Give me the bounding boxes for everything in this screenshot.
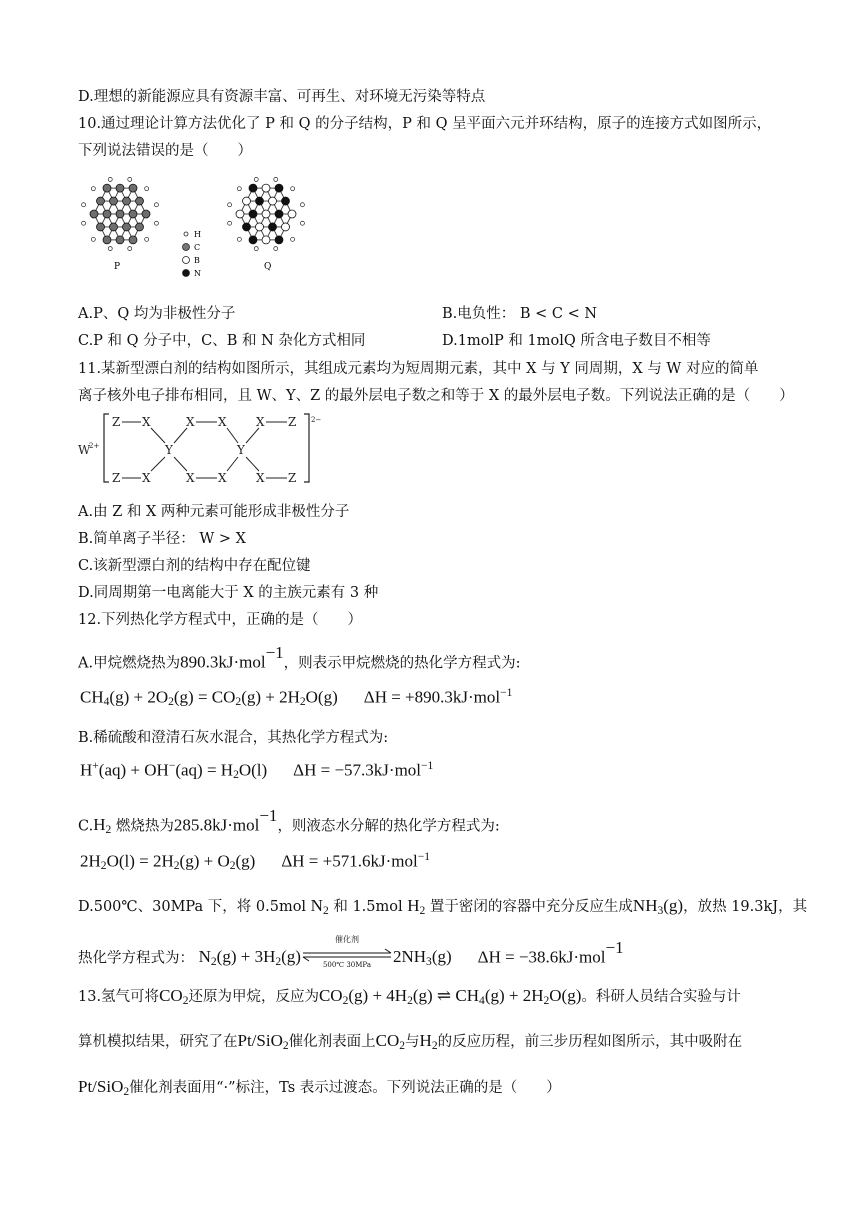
atom-node: [123, 197, 131, 205]
atom-node: [236, 210, 244, 218]
atom-node: [243, 223, 251, 231]
q10-option-b: B.电负性： B < C < N: [442, 306, 598, 322]
atom-node: [90, 210, 98, 218]
q13-stem-line3: Pt/SiO$_2$催化剂表面用“·”标注，Ts 表示过渡态。下列说法正确的是（ ）: [78, 1077, 561, 1098]
legend-b: B: [194, 256, 200, 265]
atom-node: [116, 236, 124, 244]
atom-node: [129, 236, 137, 244]
hydrogen-node: [82, 203, 86, 207]
q12-option-a: A.甲烷燃烧热为890.3kJ·mol$^{-1}$，则表示甲烷燃烧的热化学方程式为:: [78, 643, 521, 672]
atom-node: [142, 210, 150, 218]
hydrogen-node: [154, 203, 158, 207]
atom-node: [275, 184, 283, 192]
anion-charge: 2−: [311, 416, 322, 424]
atom-node: [103, 236, 111, 244]
equilibrium-arrow: 催化剂 500℃ 30MPa: [301, 944, 393, 966]
q11-option-a: A.由 Z 和 X 两种元素可能形成非极性分子: [78, 504, 350, 520]
q12-equation-a: $CH_4(g) + 2O_2(g) = CO_2(g) + 2H_2O(g) \Delta H = +890.3kJ\cdot mol^{-1}$: [80, 686, 513, 709]
atom-node: [282, 197, 290, 205]
q10-option-d: D.1molP 和 1molQ 所含电子数目不相等: [442, 333, 711, 349]
atom-x-bottom-3: X: [218, 471, 227, 485]
atom-node: [103, 210, 111, 218]
hydrogen-node: [145, 187, 149, 191]
legend-h-marker: [184, 232, 188, 236]
cation-w: W: [78, 443, 91, 457]
hydrogen-node: [108, 177, 112, 181]
q11-option-c: C.该新型漂白剂的结构中存在配位键: [78, 558, 311, 574]
hydrogen-node: [128, 177, 132, 181]
hydrogen-node: [128, 247, 132, 251]
legend: [183, 230, 202, 278]
molecule-q: [228, 177, 305, 250]
legend-h: H: [194, 230, 201, 239]
hydrogen-node: [237, 187, 241, 191]
q12-option-d-line2: 热化学方程式为： $N_2(g) + 3H_2(g)$ 催化剂 500℃ 30MPa $2NH_3(g) \Delta H = -38.6kJ\cdot mol^{-1}$: [78, 935, 624, 970]
atom-node: [136, 197, 144, 205]
q11-structure-figure: [76, 408, 326, 494]
atom-node: [282, 223, 290, 231]
q12-equation-c: $2H_2O(l) = 2H_2(g) + O_2(g) \Delta H = +571.6kJ\cdot mol^{-1}$: [80, 850, 430, 873]
q11-stem-line2: 离子核外电子排布相同，且 W、Y、Z 的最外层电子数之和等于 X 的最外层电子数。下列说法正确的是（ ）: [78, 388, 794, 404]
atom-node: [129, 184, 137, 192]
atom-node: [123, 223, 131, 231]
atom-z-top-left: Z: [112, 415, 121, 429]
legend-c-marker: [183, 244, 190, 251]
atom-node: [262, 236, 270, 244]
cation-charge: 2+: [89, 442, 100, 450]
atom-z-bottom-right: Z: [288, 471, 297, 485]
atom-x-top-3: X: [218, 415, 227, 429]
atom-node: [275, 210, 283, 218]
q12-option-b: B.稀硫酸和澄清石灰水混合，其热化学方程式为:: [78, 730, 389, 746]
atom-x-bottom-2: X: [186, 471, 195, 485]
atom-node: [243, 197, 251, 205]
atom-node: [249, 184, 257, 192]
hydrogen-node: [154, 221, 158, 225]
atom-z-bottom-left: Z: [112, 471, 121, 485]
atom-node: [110, 197, 118, 205]
bonds: [122, 422, 287, 478]
legend-n-marker: [183, 270, 190, 277]
atom-node: [249, 210, 257, 218]
q10-option-c: C.P 和 Q 分子中，C、B 和 N 杂化方式相同: [78, 333, 366, 349]
atom-node: [256, 223, 264, 231]
atom-node: [136, 223, 144, 231]
atom-node: [288, 210, 296, 218]
q12-option-d-line1: D.500℃、30MPa 下，将 0.5mol $N_2$ 和 1.5mol $H_2$ 置于密闭的容器中充分反应生成$NH_3(g)$，放热 19.3kJ，其: [78, 896, 808, 917]
hydrogen-node: [228, 203, 232, 207]
atom-y-right: Y: [237, 443, 245, 457]
legend-n: N: [194, 269, 201, 278]
atom-x-bottom-1: X: [142, 471, 151, 485]
legend-c: C: [194, 243, 201, 252]
hydrogen-node: [300, 203, 304, 207]
hydrogen-node: [82, 221, 86, 225]
atom-node: [110, 223, 118, 231]
atom-node: [262, 184, 270, 192]
hydrogen-node: [274, 177, 278, 181]
hydrogen-node: [237, 237, 241, 241]
q10-option-a: A.P、Q 均为非极性分子: [78, 306, 236, 322]
atom-y-left: Y: [165, 443, 173, 457]
q12-equation-b: $H^+(aq) + OH^-(aq) = H_2O(l) \Delta H = -57.3kJ\cdot mol^{-1}$: [80, 759, 434, 782]
atom-z-top-right: Z: [288, 415, 297, 429]
atom-node: [97, 197, 105, 205]
hydrogen-node: [300, 221, 304, 225]
atom-x-top-4: X: [256, 415, 265, 429]
label-p: P: [114, 262, 121, 272]
atom-x-top-2: X: [186, 415, 195, 429]
atom-node: [103, 184, 111, 192]
hydrogen-node: [145, 237, 149, 241]
atom-node: [97, 223, 105, 231]
q12-option-c: $C.H_2$ 燃烧热为285.8kJ·mol$^{-1}$，则液态水分解的热化学方程式为:: [78, 806, 500, 837]
q11-stem-line1: 11.某新型漂白剂的结构如图所示，其组成元素均为短周期元素，其中 X 与 Y 同周期，X 与 W 对应的简单: [78, 361, 759, 377]
atom-node: [275, 236, 283, 244]
atom-node: [116, 210, 124, 218]
molecule-diagram: [74, 166, 334, 288]
label-q: Q: [264, 262, 272, 272]
atom-x-top-1: X: [142, 415, 151, 429]
hydrogen-node: [91, 187, 95, 191]
atom-node: [116, 184, 124, 192]
hydrogen-node: [254, 177, 258, 181]
q11-option-d: D.同周期第一电离能大于 X 的主族元素有 3 种: [78, 585, 379, 601]
atom-node: [256, 197, 264, 205]
q13-stem-line2: 算机模拟结果，研究了在Pt/SiO$_2$催化剂表面上$CO_2$与$H_2$的反应历程，前三步历程如图所示，其中吸附在: [78, 1031, 743, 1052]
hydrogen-node: [291, 237, 295, 241]
atom-node: [269, 223, 277, 231]
molecule-p: [82, 177, 159, 250]
bleach-structure: [76, 408, 326, 490]
hydrogen-node: [91, 237, 95, 241]
q10-stem-line1: 10.通过理论计算方法优化了 P 和 Q 的分子结构，P 和 Q 呈平面六元并环结构，原子的连接方式如图所示，: [78, 116, 772, 132]
hydrogen-node: [254, 247, 258, 251]
atom-node: [262, 210, 270, 218]
atom-node: [249, 236, 257, 244]
legend-b-marker: [183, 257, 190, 264]
hydrogen-node: [228, 221, 232, 225]
q10-stem-line2: 下列说法错误的是（ ）: [78, 143, 252, 159]
hydrogen-node: [274, 247, 278, 251]
hydrogen-node: [108, 247, 112, 251]
hydrogen-node: [291, 187, 295, 191]
q9-option-d: D.理想的新能源应具有资源丰富、可再生、对环境无污染等特点: [78, 89, 486, 105]
atom-node: [129, 210, 137, 218]
q13-stem-line1: 13.氢气可将$CO_2$还原为甲烷，反应为$CO_2(g) + 4H_2(g)$ ⇌ $CH_4(g) + 2H_2O(g)$。科研人员结合实验与计: [78, 986, 741, 1007]
q11-option-b: B.简单离子半径： W > X: [78, 531, 246, 547]
q12-stem: 12.下列热化学方程式中，正确的是（ ）: [78, 612, 363, 628]
atom-node: [269, 197, 277, 205]
q10-figure: [74, 166, 334, 292]
atom-x-bottom-4: X: [256, 471, 265, 485]
